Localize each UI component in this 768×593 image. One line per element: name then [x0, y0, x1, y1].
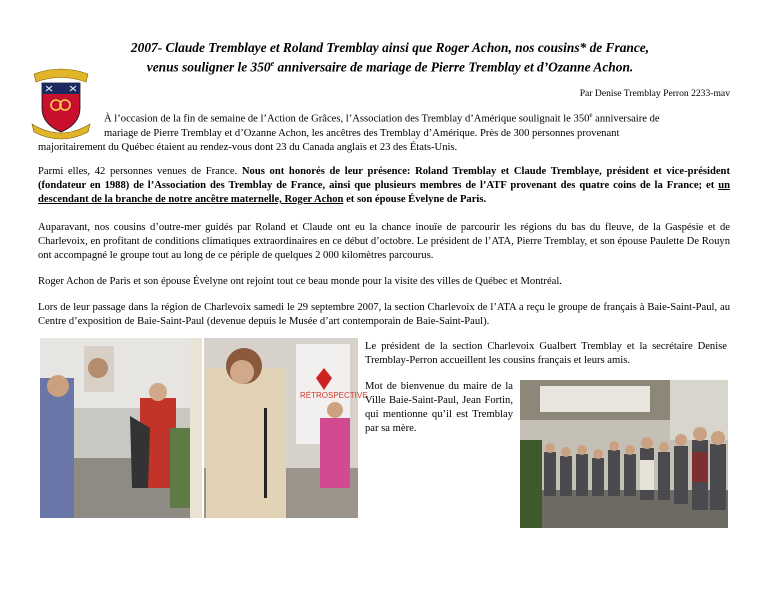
title-line-1: 2007- Claude Tremblaye et Roland Tremblay ainsi que Roger Achon, nos cousins* de France, — [130, 40, 650, 55]
author-byline: Par Denise Tremblay Perron 2233-mav — [579, 88, 730, 99]
page-title — [60, 40, 720, 75]
photo-welcome-speech — [40, 338, 202, 518]
photo-group-gathering — [520, 380, 728, 528]
paragraph-intro: À l’occasion de la fin de semaine de l’Action de Grâces, l’Association des Tremblay d’Amérique soulignait le 350e anniversaire de mariage de Pierre Tremblay et d’Ozanne Achon, les ancêtres des Tremblay d’Amérique. Près de 300 personnes provenant majoritairement du Québec étaient au rendez-vous dont 23 du Canada anglais et 23 des États-Unis. — [38, 111, 660, 153]
paragraph-tour: Auparavant, nos cousins d’outre-mer guidés par Roland et Claude ont eu la chance inouïe de parcourir les régions du bas du fleuve, de la Gaspésie et de Charlevoix, en profitant de conditions climatiques extraordinaires en ce début d’octobre. Le président de l’ATA, Pierre Tremblay, et son épouse Paulette De Rouyn ont accompagné le groupe tout au long de ce périple de quelques 2 000 kilomètres parcourus. — [38, 222, 730, 261]
caption-president-secretary: Le président de la section Charlevoix Gualbert Tremblay et la secrétaire Denise Tremblay-Perron accueillent les cousins français et leurs amis. — [365, 341, 727, 366]
caption-mayor-welcome: Mot de bienvenue du maire de la Ville Baie-Saint-Paul, Jean Fortin, qui mentionne qu’il est Tremblay par sa mère. — [365, 381, 513, 434]
title-line-2: venus souligner le 350e anniversaire de mariage de Pierre Tremblay et d’Ozanne Achon. — [146, 59, 634, 75]
paragraph-charlevoix: Lors de leur passage dans la région de Charlevoix samedi le 29 septembre 2007, la section Charlevoix de l’ATA a reçu le groupe de français à Baie-Saint-Paul, au Centre d’exposition de Baie-Saint-Paul (devenue depuis le Musée d’art contemporain de Baie-Saint-Paul). — [38, 302, 730, 327]
paragraph-achon: Roger Achon de Paris et son épouse Évelyne ont rejoint tout ce beau monde pour la visite des villes de Québec et Montréal. — [38, 276, 562, 287]
paragraph-guests: Parmi elles, 42 personnes venues de France. Nous ont honorés de leur présence: Roland Tremblay et Claude Tremblaye, président et vice-président (fondateur en 1988) de l’Association des Tremblay de France, ainsi que plusieurs membres de l’ATF provenant des quatre coins de la France; et un descendant de la branche de notre ancêtre maternelle, Roger Achon et son épouse Évelyne de Paris. — [38, 166, 730, 205]
photo-secretary-welcome — [204, 338, 368, 518]
photo-sign-text: RÉTROSPECTIVE — [300, 391, 368, 400]
